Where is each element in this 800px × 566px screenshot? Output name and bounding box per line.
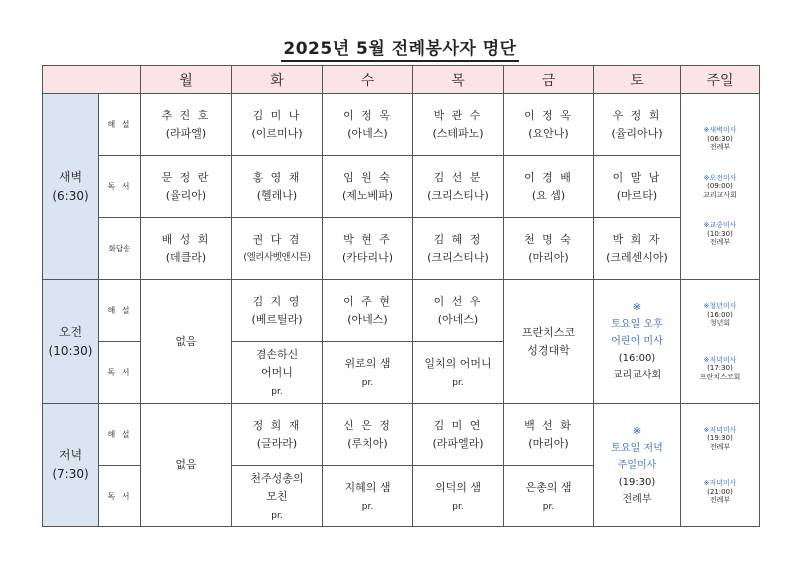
role-commentary: 해 설 [99,280,141,342]
sunday-mass: ※교중미사 (10:30) 전례부 [703,221,737,247]
day-header-sun: 주일 [681,66,760,94]
evening-commentary-thu: 김 미 연 (라파엘라) [413,404,504,466]
day-header-thu: 목 [413,66,504,94]
period-dawn: 새벽 (6:30) [43,94,99,280]
role-reading: 독 서 [99,156,141,218]
header-row [43,66,760,94]
evening-commentary-fri: 백 선 화 (마리아) [504,404,594,466]
period-morning: 오전 (10:30) [43,280,99,404]
dawn-response-sat: 박 희 자 (크레센시아) [594,218,681,280]
page-title: 2025년 5월 전례봉사자 명단 [0,34,800,59]
day-header-tue: 화 [232,66,323,94]
dawn-response-mon: 배 성 희 (데클라) [141,218,232,280]
evening-commentary-wed: 신 은 정 (루치아) [323,404,413,466]
evening-reading-wed: 지혜의 샘 pr. [323,466,413,527]
morning-commentary-wed: 이 주 현 (아네스) [323,280,413,342]
dawn-response-wed: 박 현 주 (카타리나) [323,218,413,280]
dawn-response-thu: 김 혜 정 (크리스티나) [413,218,504,280]
dawn-commentary-wed: 이 정 옥 (아네스) [323,94,413,156]
sunday-morning-masses [681,280,760,404]
evening-commentary-row [43,404,760,466]
header-corner [43,66,141,94]
morning-reading-thu: 일치의 어머니 pr. [413,342,504,404]
dawn-commentary-fri: 이 정 옥 (요안나) [504,94,594,156]
schedule-table [42,65,760,527]
day-header-wed: 수 [323,66,413,94]
dawn-commentary-thu: 박 관 수 (스테파노) [413,94,504,156]
dawn-reading-sat: 이 말 남 (마르타) [594,156,681,218]
role-response: 화답송 [99,218,141,280]
sunday-mass: ※청년미사 (16:00) 청년회 [703,302,737,327]
role-reading: 독 서 [99,466,141,527]
morning-commentary-thu: 이 선 우 (아네스) [413,280,504,342]
role-reading: 독 서 [99,342,141,404]
dawn-response-tue: 권 다 겸 (엘리사벳앤시튼) [232,218,323,280]
morning-reading-wed: 위로의 샘 pr. [323,342,413,404]
sunday-mass: ※오전미사 (09:00) 교리교사회 [703,173,737,199]
day-header-fri: 금 [504,66,594,94]
dawn-commentary-sat: 우 정 희 (율리아나) [594,94,681,156]
morning-sat: ※ 토요일 오후 어린이 미사 (16:00) 교리교사회 [594,280,681,404]
dawn-reading-mon: 문 정 란 (율리아) [141,156,232,218]
dawn-reading-thu: 김 선 분 (크리스티나) [413,156,504,218]
evening-reading-thu: 의덕의 샘 pr. [413,466,504,527]
sunday-mass: ※새벽미사 (06:30) 전례부 [703,126,737,152]
dawn-response-row [43,218,760,280]
sunday-mass: ※저녁미사 (21:00) 전례부 [703,479,737,504]
morning-commentary-row [43,280,760,342]
sunday-mass: ※저녁미사 (19:30) 전례부 [703,425,737,451]
morning-fri: 프란치스코 성경대학 [504,280,594,404]
period-evening: 저녁 (7:30) [43,404,99,527]
dawn-commentary-tue: 김 미 나 (이르미나) [232,94,323,156]
role-commentary: 해 설 [99,94,141,156]
day-header-sat: 토 [594,66,681,94]
sunday-mass: ※저녁미사 (17:30) 프란치스코회 [699,355,741,381]
morning-reading-tue: 겸손하신 어머니 pr. [232,342,323,404]
dawn-commentary-row [43,94,760,156]
sunday-dawn-masses [681,94,760,280]
day-header-mon: 월 [141,66,232,94]
evening-reading-tue: 천주성총의 모친 pr. [232,466,323,527]
sunday-evening-masses [681,404,760,527]
dawn-reading-wed: 임 원 숙 (제노베파) [323,156,413,218]
dawn-commentary-mon: 추 진 호 (라파엘) [141,94,232,156]
dawn-response-fri: 천 명 숙 (마리아) [504,218,594,280]
evening-mon: 없음 [141,404,232,527]
dawn-reading-tue: 홍 영 채 (헬레나) [232,156,323,218]
dawn-reading-row [43,156,760,218]
evening-reading-fri: 은총의 샘 pr. [504,466,594,527]
evening-sat: ※ 토요일 저녁 주일미사 (19:30) 전례부 [594,404,681,527]
morning-mon: 없음 [141,280,232,404]
dawn-reading-fri: 이 경 배 (요 셉) [504,156,594,218]
morning-commentary-tue: 김 지 영 (베르틸라) [232,280,323,342]
role-commentary: 해 설 [99,404,141,466]
evening-commentary-tue: 정 희 재 (글라라) [232,404,323,466]
